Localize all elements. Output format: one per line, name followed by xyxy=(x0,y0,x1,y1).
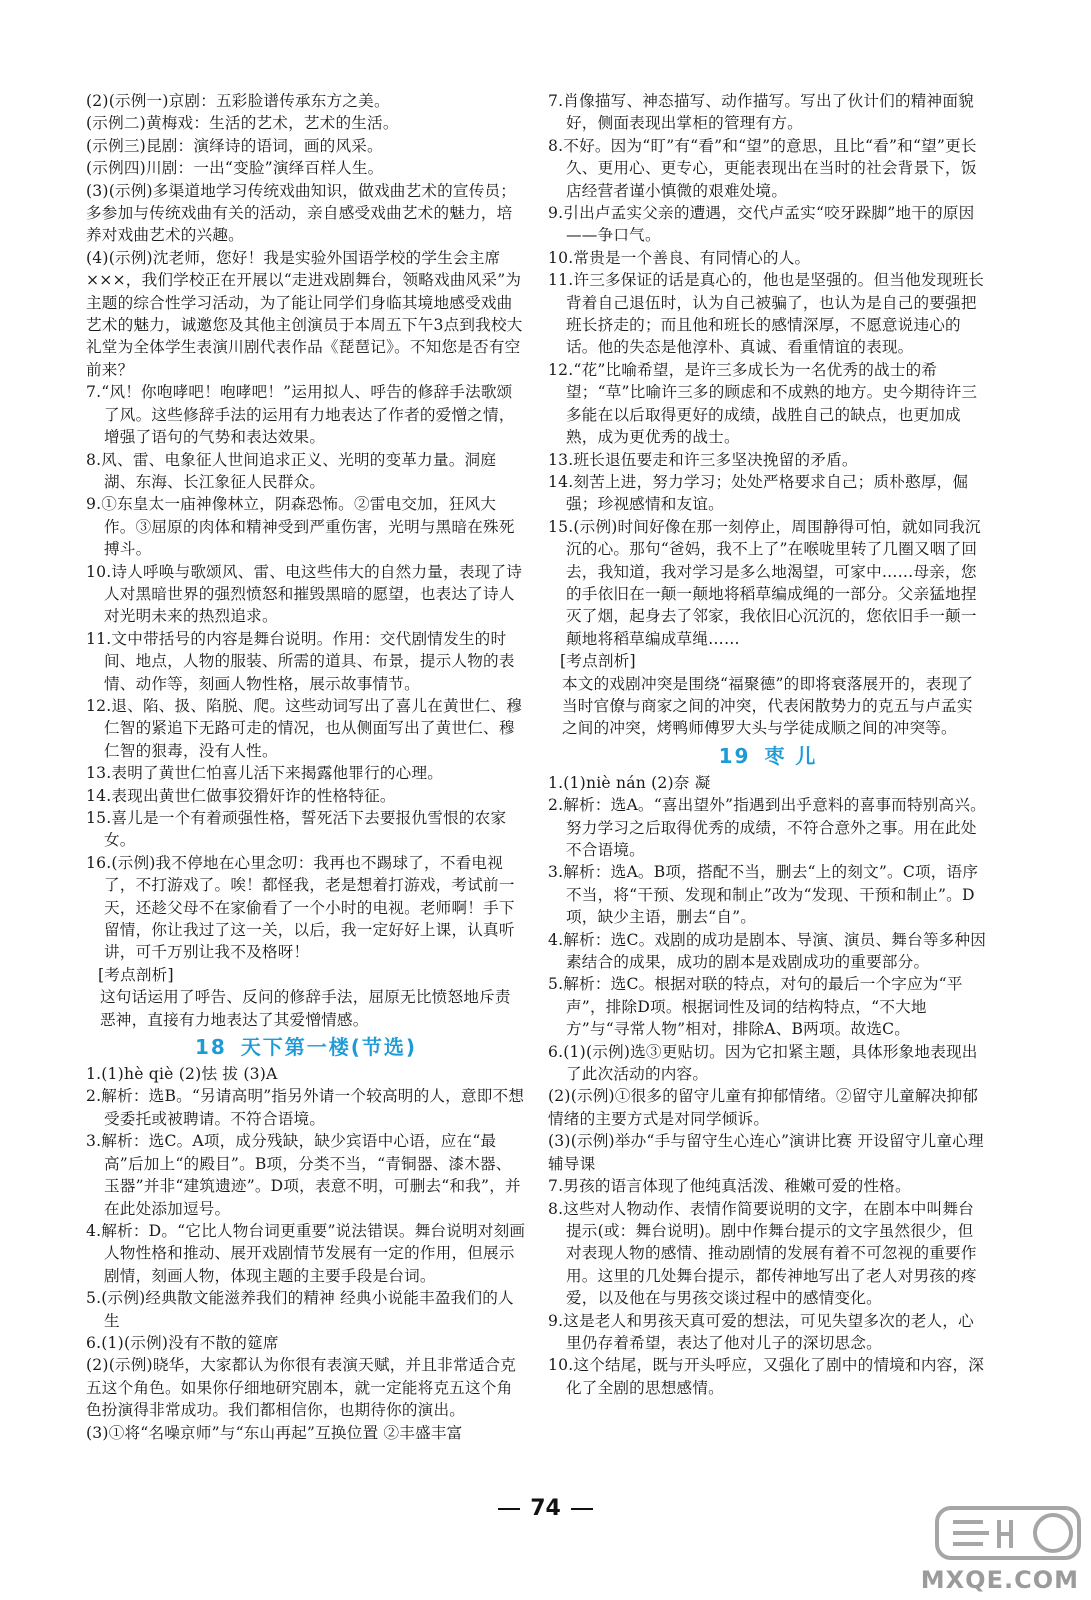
answer-item: 12.“花”比喻希望，是许三多成长为一名优秀的战士的希望；“草”比喻许三多的顾虑和不成熟的地方。史今期待许三多能在以后取得更好的成绩，战胜自己的缺点，也更加成熟，成为更优秀的战士。 xyxy=(548,360,978,447)
answer-item: 7.肖像描写、神态描写、动作描写。写出了伙计们的精神面貌好，侧面表现出掌柜的管理有方。 xyxy=(548,92,974,133)
answer-item: 5.解析：选C。根据对联的特点，对句的最后一个字应为“平声”，排除D项。根据词性及词的结构特点，“不大地方”与“寻常人物”相对，排除A、B两项。故选C。 xyxy=(548,975,963,1039)
answer-item: 6.(1)(示例)没有不散的筵席 xyxy=(86,1333,279,1352)
answer-item: 12.退、陷、扱、陷脱、爬。这些动词写出了喜儿在黄世仁、穆仁智的紧追下无路可走的情况，也从侧面写出了黄世仁、穆仁智的狠毒，没有人性。 xyxy=(86,696,523,760)
answer-item: (3)(示例)举办“手与留守生心连心”演讲比赛 开设留守儿童心理辅导课 xyxy=(548,1132,984,1173)
answer-item: 9.①东皇太一庙神像林立，阴森恐怖。②雷电交加，狂风大作。③屈原的肉体和精神受到严重伤害，光明与黑暗在殊死搏斗。 xyxy=(86,495,515,559)
page-number-dash-right xyxy=(571,1508,593,1510)
answer-item: 8.风、雷、电象征人世间追求正义、光明的变革力量。洞庭湖、东海、长江象征人民群众。 xyxy=(86,450,497,491)
analysis-tag: [考点剖析] xyxy=(560,652,636,671)
answer-item: 11.文中带括号的内容是舞台说明。作用：交代剧情发生的时间、地点，人物的服装、所需的道具、布景，提示人物的表情、动作等，刻画人物性格，展示故事情节。 xyxy=(86,629,515,693)
analysis-text: 本文的戏剧冲突是围绕“福聚德”的即将衰落展开的，表现了当时官僚与商家之间的冲突，代表闲散势力的克五与卢孟实之间的冲突，烤鸭师傅罗大头与学徒成顺之间的冲突等。 xyxy=(562,674,974,738)
analysis-tag: [考点剖析] xyxy=(98,965,174,984)
answer-item: (2)(示例一)京剧：五彩脸谱传承东方之美。 xyxy=(86,92,390,110)
answer-item: 7.男孩的语言体现了他纯真活泼、稚嫩可爱的性格。 xyxy=(548,1177,911,1196)
page-number-dash-left xyxy=(498,1508,520,1510)
answer-item: 4.解析：选C。戏剧的成功是剧本、导演、演员、舞台等多种因素结合的成果，成功的剧本是戏剧成功的重要部分。 xyxy=(548,930,987,972)
left-column xyxy=(86,90,526,1444)
answer-item: 11.许三多保证的话是真心的，他也是坚强的。但当他发现班长背着自己退伍时，认为自己被骗了，也认为是自己的要强把班长挤走的；而且他和班长的感情深厚，不愿意说违心的话。他的失态是他淳朴、真诚、看重情谊的表现。 xyxy=(548,271,985,357)
answer-item: (3)(示例)多渠道地学习传统戏曲知识，做戏曲艺术的宣传员；多参加与传统戏曲有关的活动，亲自感受戏曲艺术的魅力，培养对戏曲艺术的兴趣。 xyxy=(86,181,517,245)
answer-item: 3.解析：选A。B项，搭配不当，删去“上的刻文”。C项，语序不当，将“干预、发现和制止”改为“发现、干预和制止”。D项，缺少主语，删去“自”。 xyxy=(548,863,979,927)
answer-item: 7.“风！你咆哮吧！咆哮吧！”运用拟人、呼告的修辞手法歌颂了风。这些修辞手法的运用有力地表达了作者的爱憎之情，增强了语句的气势和表达效果。 xyxy=(86,383,515,447)
right-column xyxy=(548,90,988,1399)
answer-item: (示例二)黄梅戏：生活的艺术，艺术的生活。 xyxy=(86,114,399,133)
answer-item: 10.诗人呼唤与歌颂风、雷、电这些伟大的自然力量，表现了诗人对黑暗世界的强烈愤怒和摧毁黑暗的愿望，也表达了诗人对光明未来的热烈追求。 xyxy=(86,562,523,626)
answer-item: 3.解析：选C。A项，成分残缺，缺少宾语中心语，应在“最高”后加上“的殿目”。B项，分类不当，“青铜器、漆木器、玉器”并非“建筑遗迹”。D项，表意不明，可删去“和我”，并在此处添加逗号。 xyxy=(86,1132,521,1218)
answer-item: 10.常贵是一个善良、有同情心的人。 xyxy=(548,248,811,267)
answer-item: (3)①将“名噪京师”与“东山再起”互换位置 ②丰盛丰富 xyxy=(86,1423,463,1442)
page-number-value: 74 xyxy=(530,1496,561,1521)
answer-item: 5.(示例)经典散文能滋养我们的精神 经典小说能丰盈我们的人生 xyxy=(86,1289,514,1330)
answer-item: 13.班长退伍要走和许三多坚决挽留的矛盾。 xyxy=(548,450,858,469)
answer-item: 15.(示例)时间好像在那一刻停止，周围静得可怕，就如同我沉沉的心。那句“爸妈，我不上了”在喉咙里转了几圈又咽了回去，我知道，我对学习是多么地渴望，可家中……母亲，您的手依旧在一颠一颠地将稻草编成绳的一部分。父亲猛地捏灭了烟，起身去了邻家，我依旧心沉沉的，您依旧手一颠一颠地将稻草编成草绳…… xyxy=(548,517,981,648)
answer-item: (示例三)昆剧：演绎诗的语词，画的风采。 xyxy=(86,136,383,155)
answer-item: 6.(1)(示例)选③更贴切。因为它扣紧主题，具体形象地表现出了此次活动的内容。 xyxy=(548,1042,978,1084)
answer-item: 15.喜儿是一个有着顽强性格，誓死活下去要报仇雪恨的农家女。 xyxy=(86,809,507,850)
answer-item: 2.解析：选B。“另请高明”指另外请一个较高明的人，意即不想受委托或被聘请。不符合语境。 xyxy=(86,1087,525,1128)
watermark-badge-icon xyxy=(933,1502,1083,1564)
section-title: 天下第一楼(节选) xyxy=(240,1035,418,1060)
answer-item: 1.(1)niè nán (2)奈 凝 xyxy=(548,773,711,792)
answer-item: 13.表明了黄世仁怕喜儿活下来揭露他罪行的心理。 xyxy=(86,764,444,783)
answer-item: 16.(示例)我不停地在心里念叨：我再也不踢球了，不看电视了，不打游戏了。唉！都怪我，老是想着打游戏，考试前一天，还趁父母不在家偷看了一个小时的电视。老师啊！手下留情，你让我过了这一关，以后，我一定好好上课，认真听讲，可千万别让我不及格呀！ xyxy=(86,853,515,962)
watermark-logo xyxy=(920,1502,1083,1594)
answer-item: 9.这是老人和男孩天真可爱的想法，可见失望多次的老人，心里仍存着希望，表达了他对儿子的深切思念。 xyxy=(548,1311,974,1352)
section-number: 18 xyxy=(194,1035,227,1060)
section-number: 19 xyxy=(718,743,751,768)
section-heading xyxy=(86,1033,526,1061)
answer-item: 2.解析：选A。“喜出望外”指遇到出乎意料的喜事而特别高兴。努力学习之后取得优秀的成绩，不符合意外之事。用在此处不合语境。 xyxy=(548,796,986,859)
answer-item: (4)(示例)沈老师，您好！我是实验外国语学校的学生会主席×××，我们学校正在开展以“走进戏剧舞台，领略戏曲风采”为主题的综合性学习活动，为了能让同学们身临其境地感受戏曲艺术的魅力，诚邀您及其他主创演员于本周五下午3点到我校大礼堂为全体学生表演川剧代表作品《琵琶记》。不知您是否有空前来？ xyxy=(86,248,523,379)
answer-item: (示例四)川剧：一出“变脸”演绎百样人生。 xyxy=(86,159,384,178)
answer-item: 1.(1)hè qiè (2)怯 拔 (3)A xyxy=(86,1065,278,1084)
answer-item: 14.表现出黄世仁做事狡猾奸诈的性格特征。 xyxy=(86,786,396,805)
answer-item: (2)(示例)①很多的留守儿童有抑郁情绪。②留守儿童解决抑郁情绪的主要方式是对同学倾诉。 xyxy=(548,1087,979,1128)
answer-item: 10.这个结尾，既与开头呼应，又强化了剧中的情境和内容，深化了全剧的思想感情。 xyxy=(548,1356,985,1397)
answer-item: 9.引出卢孟实父亲的遭遇，交代卢孟实“咬牙跺脚”地干的原因——争口气。 xyxy=(548,204,975,245)
section-heading xyxy=(548,742,988,770)
page-number xyxy=(0,1496,1091,1521)
answer-item: 4.解析：D。“它比人物台词更重要”说法错误。舞台说明对刻画人物性格和推动、展开戏剧情节发展有一定的作用，但展示剧情，刻画人物，体现主题的主要手段是台词。 xyxy=(86,1221,526,1285)
answer-item: (2)(示例)晓华，大家都认为你很有表演天赋，并且非常适合克五这个角色。如果你仔细地研究剧本，就一定能将克五这个角色扮演得非常成功。我们都相信你，也期待你的演出。 xyxy=(86,1356,517,1420)
answer-item: 14.刻苦上进，努力学习；处处严格要求自己；质朴憨厚，倔强；珍视感情和友谊。 xyxy=(548,472,969,514)
answer-item: 8.这些对人物动作、表情作简要说明的文字，在剧本中叫舞台提示(或：舞台说明)。剧中作舞台提示的文字虽然很少，但对表现人物的感情、推动剧情的发展有着不可忽视的重要作用。这里的几处舞台提示，都传神地写出了老人对男孩的疼爱，以及他在与男孩交谈过程中的感情变化。 xyxy=(548,1199,977,1308)
section-title: 枣 儿 xyxy=(764,743,818,768)
watermark-url: MXQE.COM xyxy=(920,1566,1079,1594)
analysis-text: 这句话运用了呼告、反问的修辞手法，屈原无比愤怒地斥责恶神，直接有力地表达了其爱憎情感。 xyxy=(100,988,511,1029)
answer-item: 8.不好。因为“盯”有“看”和“望”的意思，且比“看”和“望”更长久、更用心、更专心，更能表现出在当时的社会背景下，饭店经营者谨小慎微的艰难处境。 xyxy=(548,136,977,200)
